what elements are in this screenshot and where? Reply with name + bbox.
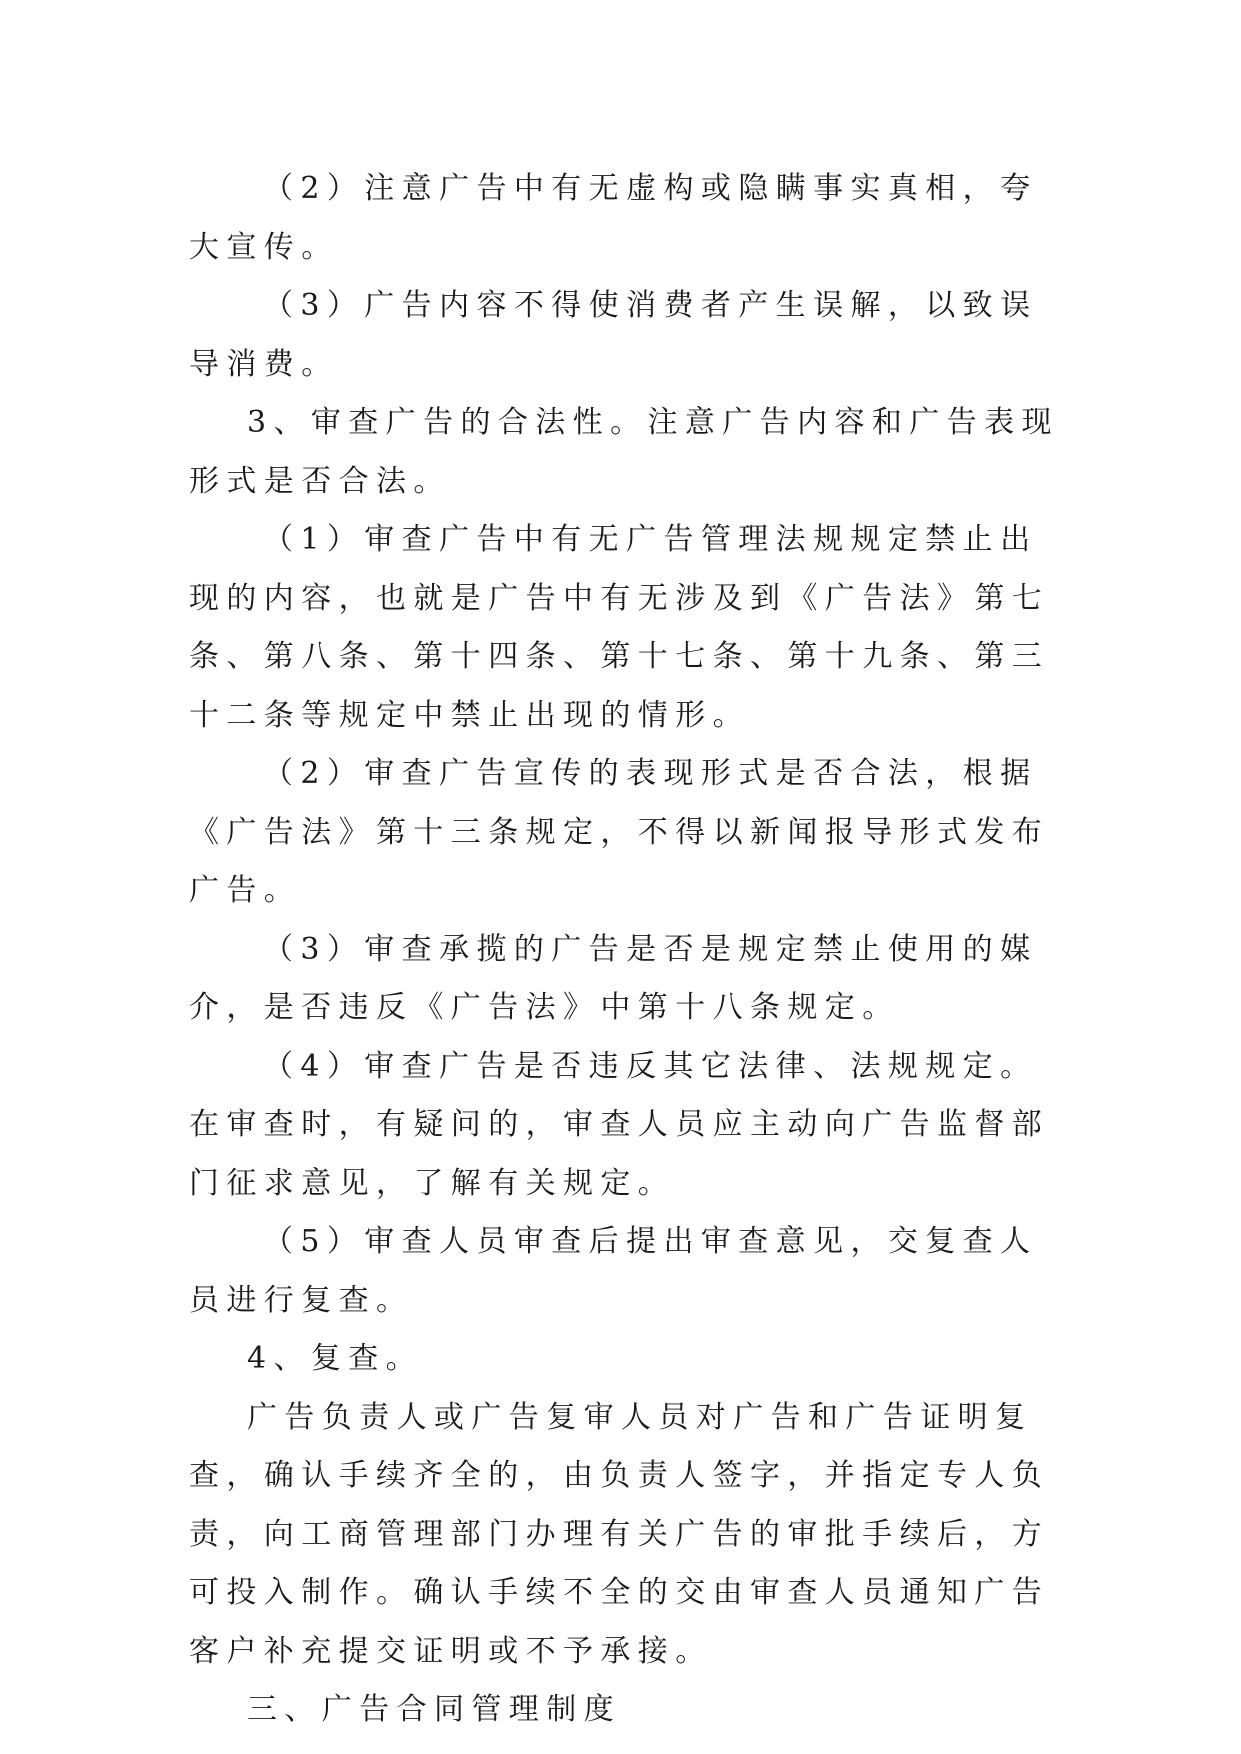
section-heading-contract-management: 三、广告合同管理制度	[247, 1692, 621, 1727]
document-body	[189, 160, 1069, 1740]
paragraph-review-opinion: （5）审查人员审查后提出审查意见，交复查人员进行复查。	[189, 1224, 1038, 1318]
paragraph-recheck-body: 广告负责人或广告复审人员对广告和广告证明复查，确认手续齐全的，由负责人签字，并指定专人负责，向工商管理部门办理有关广告的审批手续后，方可投入制作。确认手续不全的交由审查人员通知广告客户补充提交证明或不予承接。	[189, 1399, 1050, 1669]
paragraph-misleading-check: （3）广告内容不得使消费者产生误解，以致误导消费。	[189, 288, 1038, 382]
paragraph-prohibited-media: （3）审查承揽的广告是否是规定禁止使用的媒介，是否违反《广告法》中第十八条规定。	[189, 931, 1038, 1025]
paragraph-legality-review: 3、审查广告的合法性。注意广告内容和广告表现形式是否合法。	[189, 405, 1059, 499]
paragraph-recheck-heading: 4、复查。	[247, 1341, 424, 1376]
paragraph-prohibited-content: （1）审查广告中有无广告管理法规规定禁止出现的内容，也就是广告中有无涉及到《广告法》第七条、第八条、第十四条、第十七条、第十九条、第三十二条等规定中禁止出现的情形。	[189, 522, 1050, 733]
paragraph-fictitious-check: （2）注意广告中有无虚构或隐瞒事实真相，夸大宣传。	[189, 171, 1038, 265]
paragraph-expression-form: （2）审查广告宣传的表现形式是否合法，根据《广告法》第十三条规定，不得以新闻报导形式发布广告。	[189, 756, 1050, 908]
paragraph-other-laws: （4）审查广告是否违反其它法律、法规规定。在审查时，有疑问的，审查人员应主动向广告监督部门征求意见，了解有关规定。	[189, 1048, 1050, 1201]
